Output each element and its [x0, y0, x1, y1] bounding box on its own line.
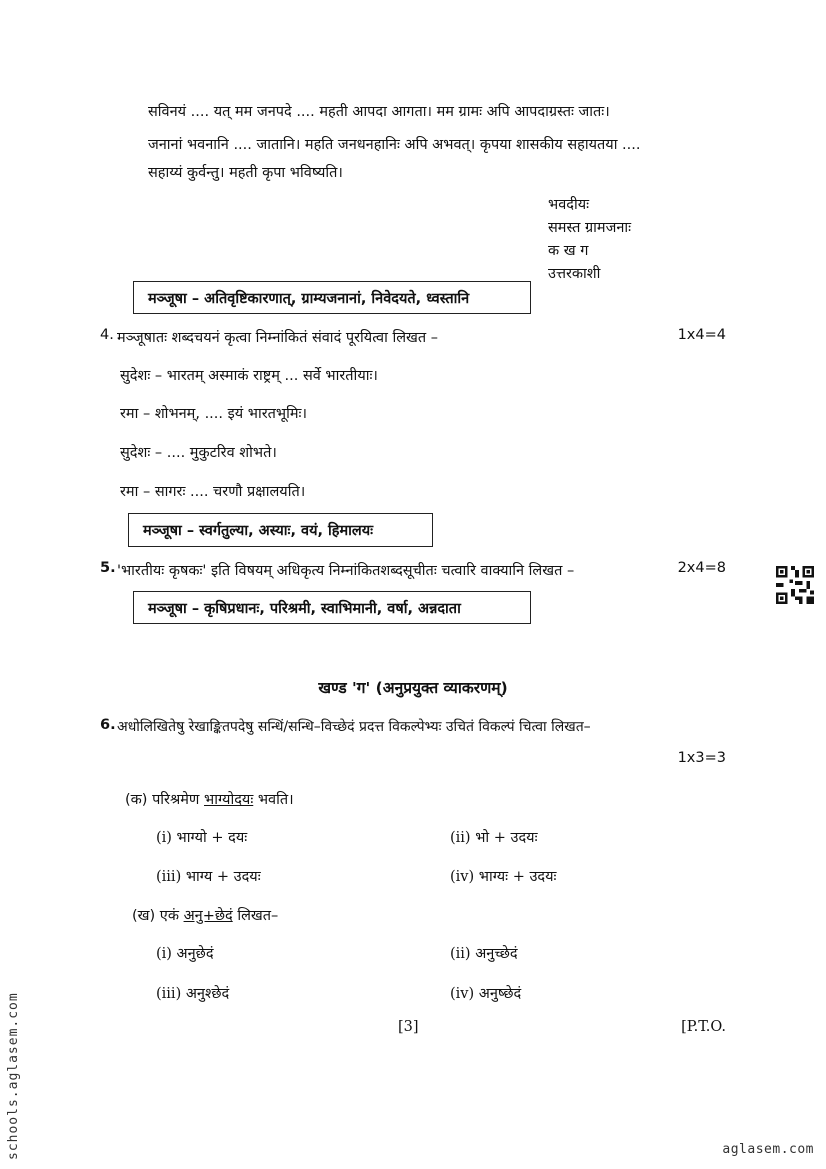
q6-ka-pre: परिश्रमेण — [152, 792, 200, 808]
q5-number: 5. — [100, 560, 116, 576]
q6-number: 6. — [100, 717, 116, 733]
bottom-watermark: aglasem.com — [722, 1142, 814, 1157]
q6-ka-post: भवति। — [257, 792, 294, 808]
q5-marks: 2x4=8 — [677, 560, 726, 576]
pto-mark: [P.T.O. — [681, 1019, 726, 1035]
letter-line-2: जनानां भवनानि .... जातानि। महति जनधनहानिः अपि अभवत्। कृपया शासकीय सहायतया .... — [148, 137, 641, 153]
word-box-1: मञ्जूषा – अतिवृष्टिकारणात्, ग्राम्यजनानां, निवेदयते, ध्वस्तानि — [133, 281, 531, 314]
q4-text: मञ्जूषातः शब्दचयनं कृत्वा निम्नांकितं संवादं पूरयित्वा लिखत – — [117, 330, 439, 346]
q6-kha-pre: एकं — [159, 908, 179, 924]
q4-number: 4. — [100, 327, 114, 343]
word-box-3: मञ्जूषा – कृषिप्रधानः, परिश्रमी, स्वाभिमानी, वर्षा, अन्नदाता — [133, 591, 531, 624]
q5-text: 'भारतीयः कृषकः' इति विषयम् अधिकृत्य निम्नांकितशब्दसूचीतः चत्वारि वाक्यानि लिखत – — [117, 563, 575, 579]
closing-line-3: क ख ग — [548, 243, 589, 259]
q6-ka-underlined: भाग्योदयः — [204, 792, 254, 808]
letter-line-3: सहाय्यं कुर्वन्तु। महती कृपा भविष्यति। — [148, 165, 343, 181]
word-box-2: मञ्जूषा – स्वर्गतुल्या, अस्याः, वयं, हिमालयः — [128, 513, 433, 547]
q6-ka-option-4: (iv) भाग्यः + उदयः — [450, 869, 557, 885]
q6-kha-label: (ख) — [132, 908, 156, 924]
closing-line-2: समस्त ग्रामजनाः — [548, 220, 632, 236]
dialogue-line-2: रमा – शोभनम्, .... इयं भारतभूमिः। — [120, 406, 307, 422]
letter-line-1: सविनयं .... यत् मम जनपदे .... महती आपदा आगता। मम ग्रामः अपि आपदाग्रस्तः जातः। — [148, 104, 610, 120]
qr-code-icon — [775, 566, 815, 604]
q6-ka-option-3: (iii) भाग्य + उदयः — [156, 869, 261, 885]
q6-ka-sentence — [125, 789, 294, 809]
q6-kha-option-4: (iv) अनुष्छेदं — [450, 986, 522, 1002]
q4-marks: 1x4=4 — [677, 327, 726, 343]
q6-ka-option-1: (i) भाग्यो + दयः — [156, 830, 248, 846]
q6-kha-post: लिखत– — [237, 908, 279, 924]
closing-line-1: भवदीयः — [548, 197, 590, 213]
dialogue-line-4: रमा – सागरः .... चरणौ प्रक्षालयति। — [120, 484, 306, 500]
q6-kha-option-2: (ii) अनुच्छेदं — [450, 946, 518, 962]
dialogue-line-3: सुदेशः – .... मुकुटरिव शोभते। — [120, 445, 277, 461]
page-number: [3] — [398, 1019, 419, 1035]
dialogue-line-1: सुदेशः – भारतम् अस्माकं राष्ट्रम् ... सर्वे भारतीयाः। — [120, 368, 378, 384]
q6-kha-underlined: अनु+छेदं — [183, 908, 233, 924]
section-heading: खण्ड 'ग' (अनुप्रयुक्त व्याकरणम्) — [318, 679, 508, 697]
q6-kha-option-1: (i) अनुछेदं — [156, 946, 214, 962]
q6-ka-option-2: (ii) भो + उदयः — [450, 830, 538, 846]
q6-kha-sentence — [132, 905, 278, 925]
side-watermark: schools.aglasem.com — [6, 992, 21, 1160]
q6-marks: 1x3=3 — [677, 750, 726, 766]
closing-line-4: उत्तरकाशी — [548, 266, 601, 282]
q6-ka-label: (क) — [125, 792, 148, 808]
q6-kha-option-3: (iii) अनुश्छेदं — [156, 986, 230, 1002]
q6-text: अधोलिखितेषु रेखाङ्कितपदेषु सन्धिं/सन्धि–विच्छेदं प्रदत्त विकल्पेभ्यः उचितं विकल्पं चित्वा लिखत– — [117, 719, 591, 735]
